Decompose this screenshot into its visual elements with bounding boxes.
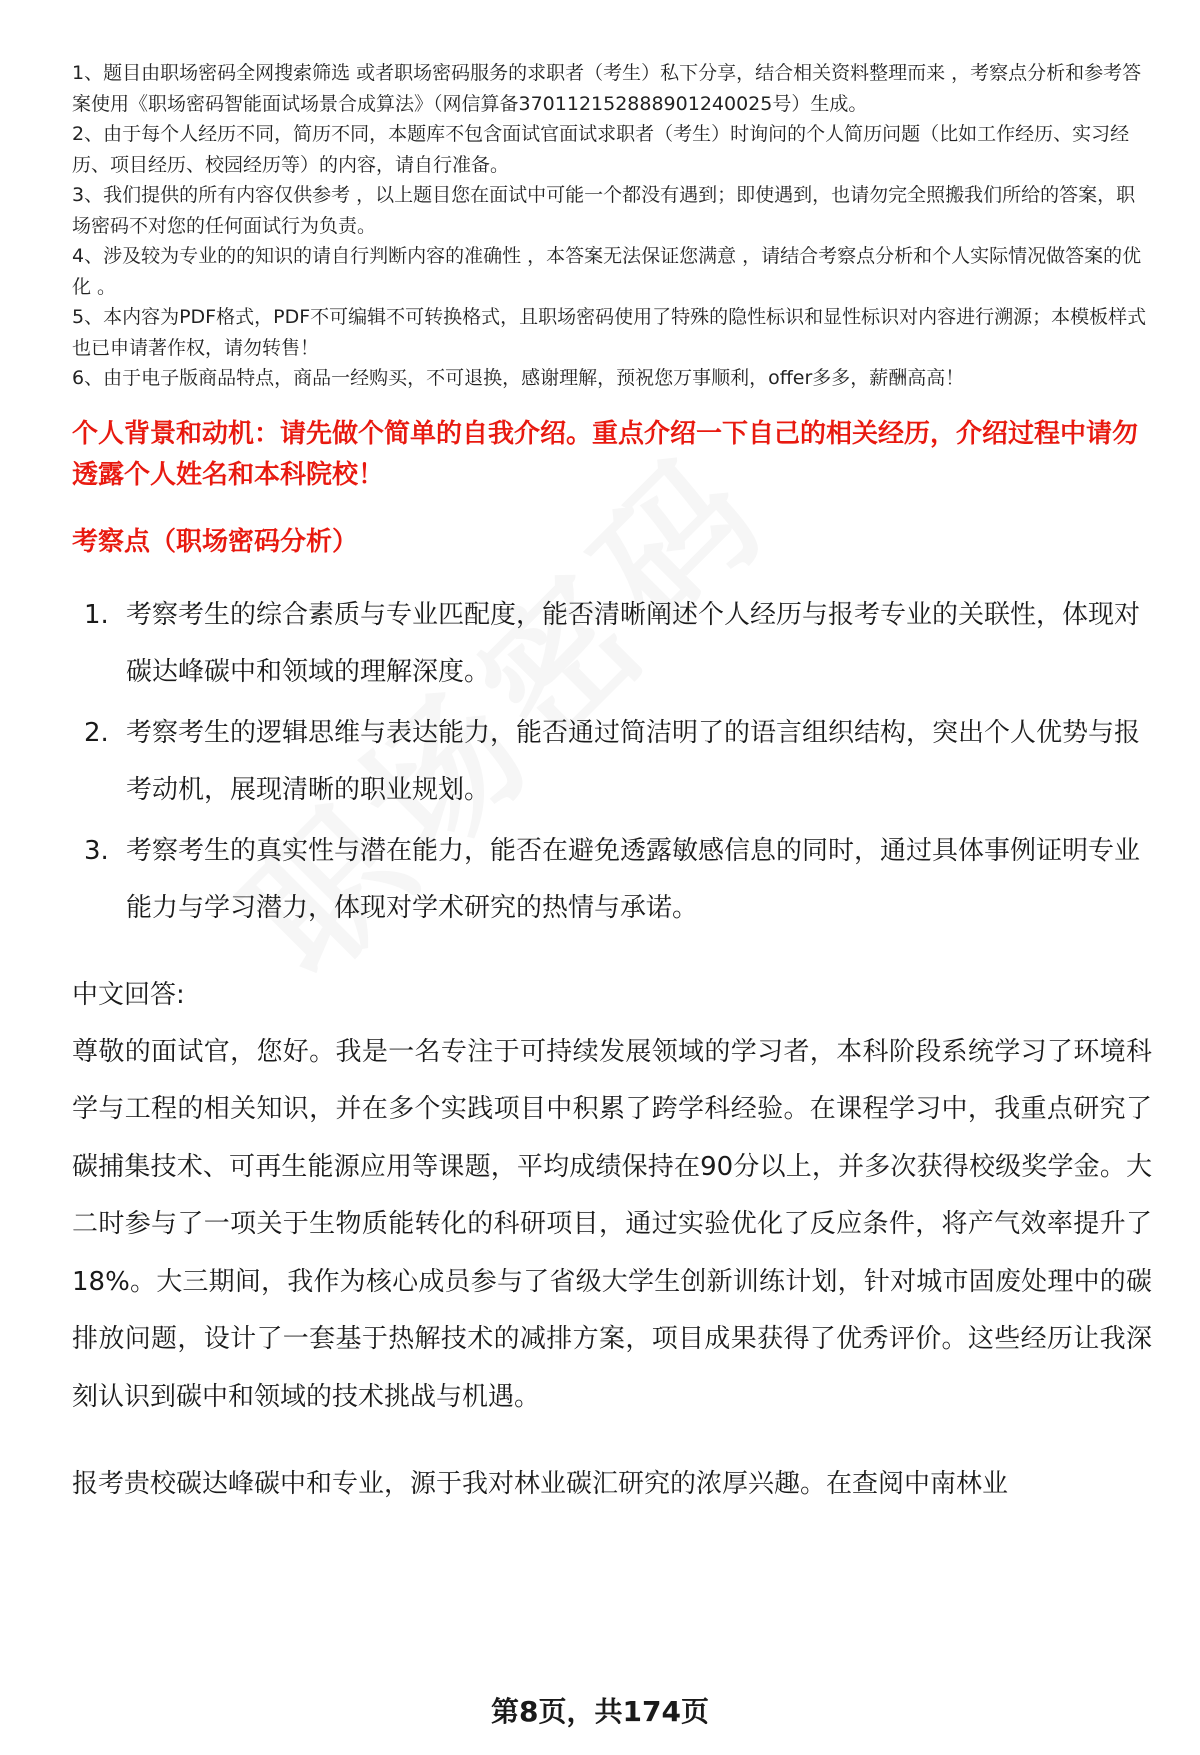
note-item: 6、由于电子版商品特点，商品一经购买，不可退换，感谢理解，预祝您万事顺利，offer多多，薪酬高高！ <box>72 367 965 389</box>
point-text: 考察考生的逻辑思维与表达能力，能否通过简洁明了的语言组织结构，突出个人优势与报考动机，展现清晰的职业规划。 <box>126 717 1141 805</box>
note-item: 4、涉及较为专业的的知识的请自行判断内容的准确性 ，本答案无法保证您满意 ，请结合考察点分析和个人实际情况做答案的优化 。 <box>72 245 1142 298</box>
answer-paragraph: 尊敬的面试官，您好。我是一名专注于可持续发展领域的学习者，本科阶段系统学习了环境科学与工程的相关知识，并在多个实践项目中积累了跨学科经验。在课程学习中，我重点研究了碳捕集技术、可再生能源应用等课题，平均成绩保持在90分以上，并多次获得校级奖学金。大二时参与了一项关于生物质能转化的科研项目，通过实验优化了反应条件，将产气效率提升了18%。大三期间，我作为核心成员参与了省级大学生创新训练计划，针对城市固废处理中的碳排放问题，设计了一套基于热解技术的减排方案，项目成果获得了优秀评价。这些经历让我深刻认识到碳中和领域的技术挑战与机遇。 <box>72 1036 1152 1412</box>
point-number: 3. <box>84 835 109 866</box>
point-number: 2. <box>84 717 109 748</box>
analysis-point <box>72 587 1152 701</box>
disclaimer-notes <box>72 58 1152 394</box>
note-item: 2、由于每个人经历不同，简历不同，本题库不包含面试官面试求职者（考生）时询问的个人简历问题（比如工作经历、实习经历、项目经历、校园经历等）的内容，请自行准备。 <box>72 123 1130 176</box>
page-footer: 第8页，共174页 <box>491 1695 709 1728</box>
point-number: 1. <box>84 599 109 630</box>
note-item: 5、本内容为PDF格式，PDF不可编辑不可转换格式，且职场密码使用了特殊的隐性标识和显性标识对内容进行溯源；本模板样式也已申请著作权，请勿转售！ <box>72 306 1147 359</box>
point-text: 考察考生的真实性与潜在能力，能否在避免透露敏感信息的同时，通过具体事例证明专业能力与学习潜力，体现对学术研究的热情与承诺。 <box>126 835 1141 923</box>
document-page <box>72 58 1152 1514</box>
analysis-point <box>72 705 1152 819</box>
analysis-points <box>72 587 1152 937</box>
analysis-point <box>72 823 1152 937</box>
note-item: 3、我们提供的所有内容仅供参考 ，以上题目您在面试中可能一个都没有遇到；即使遇到，也请勿完全照搬我们所给的答案，职场密码不对您的任何面试行为负责。 <box>72 184 1136 237</box>
note-item: 1、题目由职场密码全网搜索筛选 或者职场密码服务的求职者（考生）私下分享，结合相关资料整理而来 ，考察点分析和参考答案使用《职场密码智能面试场景合成算法》（网信算备370112152888901240025号）生成。 <box>72 62 1142 115</box>
analysis-heading: 考察点（职场密码分析） <box>72 526 359 557</box>
point-text: 考察考生的综合素质与专业匹配度，能否清晰阐述个人经历与报考专业的关联性，体现对碳达峰碳中和领域的理解深度。 <box>126 599 1141 687</box>
question-heading: 个人背景和动机：请先做个简单的自我介绍。重点介绍一下自己的相关经历，介绍过程中请勿透露个人姓名和本科院校！ <box>72 418 1139 490</box>
answer-label: 中文回答: <box>72 979 185 1010</box>
answer-paragraph: 报考贵校碳达峰碳中和专业，源于我对林业碳汇研究的浓厚兴趣。在查阅中南林业 <box>72 1469 1009 1499</box>
